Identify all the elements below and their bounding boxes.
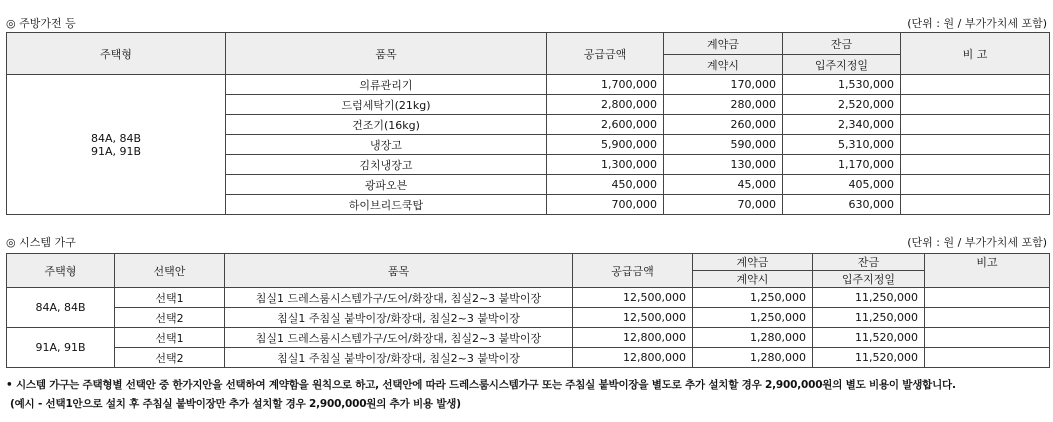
header-deposit: 계약금 bbox=[693, 254, 813, 271]
table-row bbox=[7, 288, 1050, 308]
item-cell: 건조기(16kg) bbox=[226, 115, 547, 135]
supply-cell: 700,000 bbox=[547, 195, 664, 215]
note-cell bbox=[925, 348, 1050, 368]
note-cell bbox=[901, 75, 1050, 95]
header-deposit-sub: 계약시 bbox=[664, 55, 783, 75]
option-cell: 선택1 bbox=[115, 328, 225, 348]
table-row bbox=[7, 75, 1050, 95]
option-cell: 선택1 bbox=[115, 288, 225, 308]
option-cell: 선택2 bbox=[115, 348, 225, 368]
deposit-cell: 1,250,000 bbox=[693, 288, 813, 308]
item-cell: 침실1 드레스룸시스템가구/도어/화장대, 침실2~3 붙박이장 bbox=[225, 288, 573, 308]
system-furniture-table bbox=[6, 253, 1050, 368]
footnote-main: • 시스템 가구는 주택형별 선택안 중 한가지안을 선택하여 계약함을 원칙으로 하고, 선택안에 따라 드레스룸시스템가구 또는 주침실 붙박이장을 별도로 추가 설치할 경우 2,900,000원의 별도 비용이 발생합니다. bbox=[6, 379, 956, 391]
housing-type-cell: 91A, 91B bbox=[7, 328, 115, 368]
supply-cell: 5,900,000 bbox=[547, 135, 664, 155]
deposit-cell: 280,000 bbox=[664, 95, 783, 115]
supply-cell: 12,500,000 bbox=[573, 308, 693, 328]
section1-title: ◎ 주방가전 등 bbox=[6, 17, 76, 30]
header-balance-sub: 입주지정일 bbox=[813, 271, 925, 288]
note-cell bbox=[925, 328, 1050, 348]
supply-cell: 450,000 bbox=[547, 175, 664, 195]
deposit-cell: 70,000 bbox=[664, 195, 783, 215]
balance-cell: 1,530,000 bbox=[783, 75, 901, 95]
item-cell: 김치냉장고 bbox=[226, 155, 547, 175]
balance-cell: 1,170,000 bbox=[783, 155, 901, 175]
header-type: 주택형 bbox=[7, 254, 115, 288]
item-cell: 침실1 주침실 붙박이장/화장대, 침실2~3 붙박이장 bbox=[225, 348, 573, 368]
header-item: 품목 bbox=[226, 33, 547, 75]
deposit-cell: 170,000 bbox=[664, 75, 783, 95]
supply-cell: 1,300,000 bbox=[547, 155, 664, 175]
supply-cell: 1,700,000 bbox=[547, 75, 664, 95]
header-option: 선택안 bbox=[115, 254, 225, 288]
item-cell: 침실1 드레스룸시스템가구/도어/화장대, 침실2~3 붙박이장 bbox=[225, 328, 573, 348]
note-cell bbox=[901, 195, 1050, 215]
item-cell: 의류관리기 bbox=[226, 75, 547, 95]
note-cell bbox=[901, 135, 1050, 155]
section1-unit: (단위 : 원 / 부가가치세 포함) bbox=[907, 17, 1047, 30]
deposit-cell: 1,250,000 bbox=[693, 308, 813, 328]
item-cell: 하이브리드쿡탑 bbox=[226, 195, 547, 215]
header-type: 주택형 bbox=[7, 33, 226, 75]
section2-unit: (단위 : 원 / 부가가치세 포함) bbox=[907, 236, 1047, 249]
note-cell bbox=[901, 175, 1050, 195]
header-deposit: 계약금 bbox=[664, 33, 783, 55]
deposit-cell: 45,000 bbox=[664, 175, 783, 195]
deposit-cell: 130,000 bbox=[664, 155, 783, 175]
option-cell: 선택2 bbox=[115, 308, 225, 328]
header-item: 품목 bbox=[225, 254, 573, 288]
housing-type-cell: 84A, 84B bbox=[7, 288, 115, 328]
header-supply: 공급금액 bbox=[547, 33, 664, 75]
item-cell: 침실1 주침실 붙박이장/화장대, 침실2~3 붙박이장 bbox=[225, 308, 573, 328]
balance-cell: 630,000 bbox=[783, 195, 901, 215]
table-row bbox=[7, 348, 1050, 368]
header-balance-sub: 입주지정일 bbox=[783, 55, 901, 75]
balance-cell: 5,310,000 bbox=[783, 135, 901, 155]
supply-cell: 12,800,000 bbox=[573, 348, 693, 368]
kitchen-appliances-table bbox=[6, 32, 1050, 215]
supply-cell: 2,600,000 bbox=[547, 115, 664, 135]
balance-cell: 11,250,000 bbox=[813, 308, 925, 328]
deposit-cell: 1,280,000 bbox=[693, 348, 813, 368]
deposit-cell: 590,000 bbox=[664, 135, 783, 155]
header-supply: 공급금액 bbox=[573, 254, 693, 288]
item-cell: 냉장고 bbox=[226, 135, 547, 155]
note-cell bbox=[901, 115, 1050, 135]
header-deposit-sub: 계약시 bbox=[693, 271, 813, 288]
balance-cell: 11,250,000 bbox=[813, 288, 925, 308]
header-balance: 잔금 bbox=[813, 254, 925, 271]
deposit-cell: 1,280,000 bbox=[693, 328, 813, 348]
item-cell: 광파오븐 bbox=[226, 175, 547, 195]
header-balance: 잔금 bbox=[783, 33, 901, 55]
deposit-cell: 260,000 bbox=[664, 115, 783, 135]
note-cell bbox=[925, 308, 1050, 328]
table-row bbox=[7, 328, 1050, 348]
section2-title: ◎ 시스템 가구 bbox=[6, 236, 76, 249]
header-note: 비 고 bbox=[901, 33, 1050, 75]
header-note: 비고 bbox=[925, 254, 1050, 288]
footnote-example: (예시 - 선택1안으로 설치 후 주침실 붙박이장만 추가 설치할 경우 2,900,000원의 추가 비용 발생) bbox=[10, 398, 461, 410]
supply-cell: 2,800,000 bbox=[547, 95, 664, 115]
balance-cell: 11,520,000 bbox=[813, 328, 925, 348]
supply-cell: 12,800,000 bbox=[573, 328, 693, 348]
balance-cell: 2,340,000 bbox=[783, 115, 901, 135]
note-cell bbox=[901, 95, 1050, 115]
supply-cell: 12,500,000 bbox=[573, 288, 693, 308]
balance-cell: 2,520,000 bbox=[783, 95, 901, 115]
housing-type-cell: 84A, 84B 91A, 91B bbox=[7, 75, 226, 215]
table-row bbox=[7, 308, 1050, 328]
balance-cell: 405,000 bbox=[783, 175, 901, 195]
balance-cell: 11,520,000 bbox=[813, 348, 925, 368]
note-cell bbox=[901, 155, 1050, 175]
note-cell bbox=[925, 288, 1050, 308]
item-cell: 드럼세탁기(21kg) bbox=[226, 95, 547, 115]
